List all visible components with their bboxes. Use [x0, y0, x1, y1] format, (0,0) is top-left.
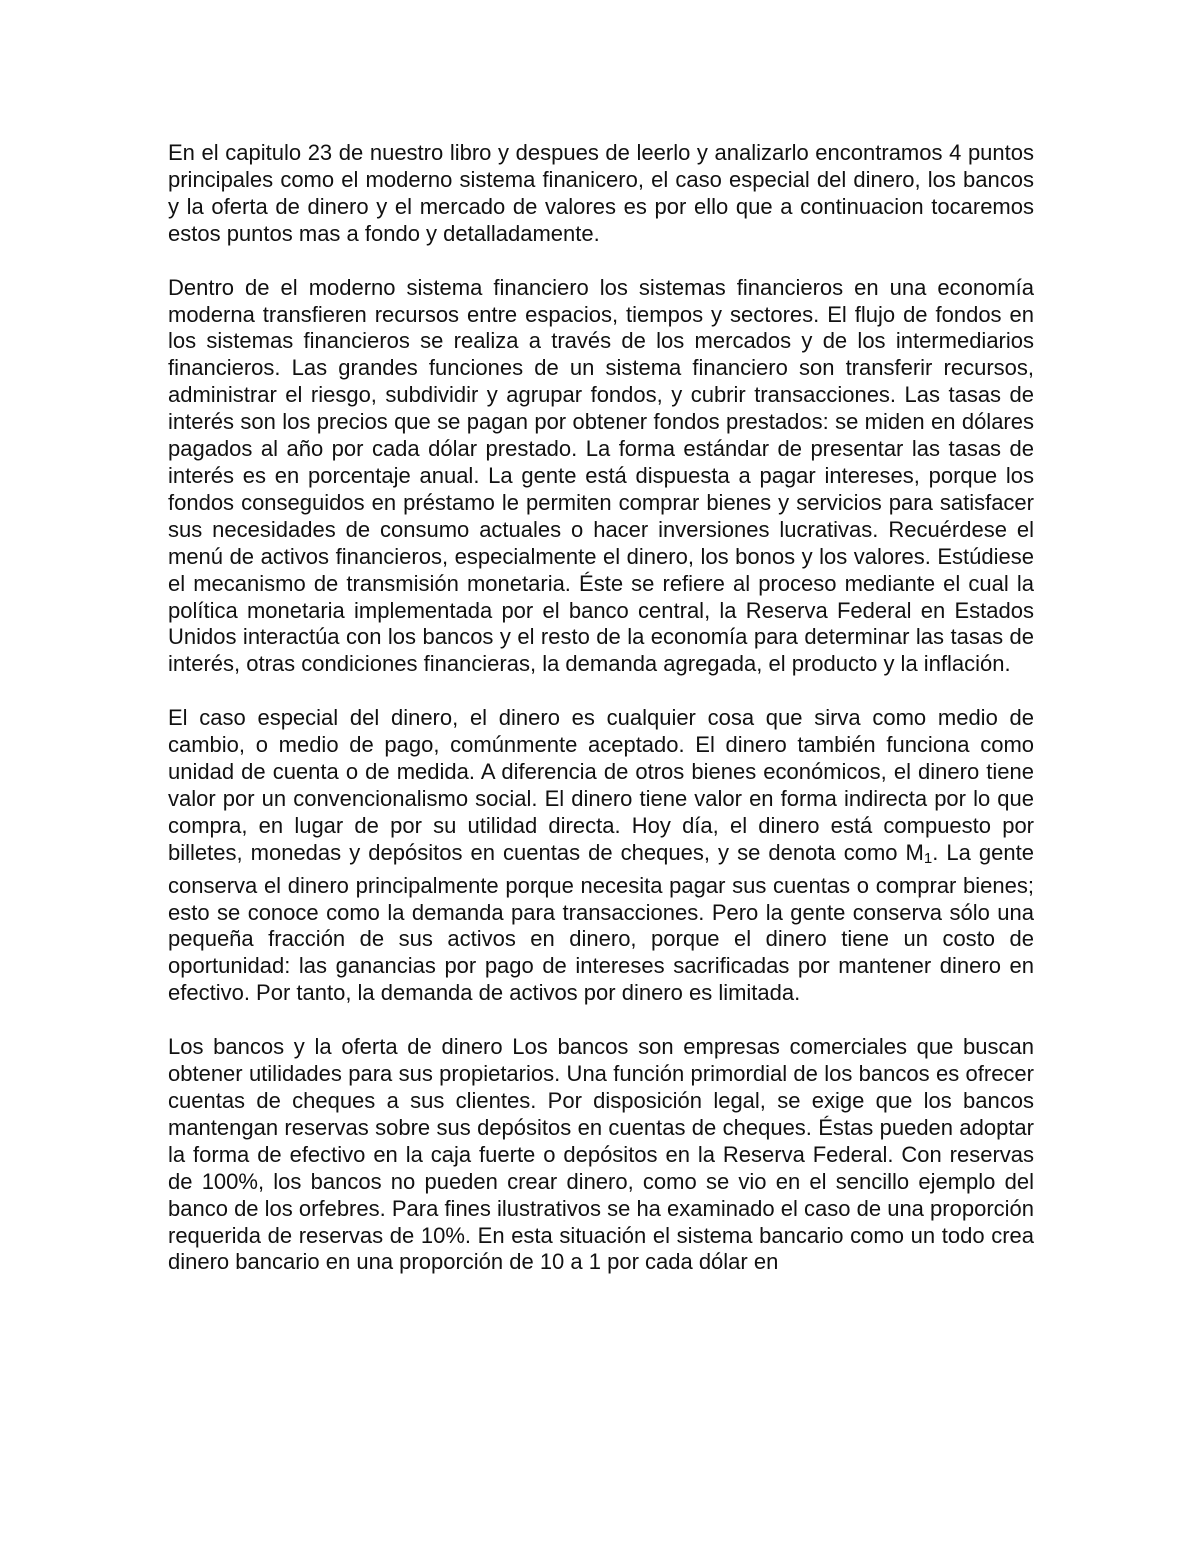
paragraph-financial-system: Dentro de el moderno sistema financiero los sistemas financieros en una economía moderna transfieren recursos entre espacios, tiempos y sectores. El flujo de fondos en los sistemas financieros se realiza a través de los mercados y de los intermediarios financieros. Las grandes funciones de un sistema financiero son transferir recursos, administrar el riesgo, subdividir y agrupar fondos, y cubrir transacciones. Las tasas de interés son los precios que se pagan por obtener fondos prestados: se miden en dólares pagados al año por cada dólar prestado. La forma estándar de presentar las tasas de interés es en porcentaje anual. La gente está dispuesta a pagar intereses, porque los fondos conseguidos en préstamo le permiten comprar bienes y servicios para satisfacer sus necesidades de consumo actuales o hacer inversiones lucrativas. Recuérdese el menú de activos financieros, especialmente el dinero, los bonos y los valores. Estúdiese el mecanismo de transmisión monetaria. Éste se refiere al proceso mediante el cual la política monetaria implementada por el banco central, la Reserva Federal en Estados Unidos interactúa con los bancos y el resto de la economía para determinar las tasas de interés, otras condiciones financieras, la demanda agregada, el producto y la inflación.: [168, 274, 1034, 677]
paragraph-banks: Los bancos y la oferta de dinero Los bancos son empresas comerciales que buscan obtener utilidades para sus propietarios. Una función primordial de los bancos es ofrecer cuentas de cheques a sus clientes. Por disposición legal, se exige que los bancos mantengan reservas sobre sus depósitos en cuentas de cheques. Éstas pueden adoptar la forma de efectivo en la caja fuerte o depósitos en la Reserva Federal. Con reservas de 100%, los bancos no pueden crear dinero, como se vio en el sencillo ejemplo del banco de los orfebres. Para fines ilustrativos se ha examinado el caso de una proporción requerida de reservas de 10%. En esta situación el sistema bancario como un todo crea dinero bancario en una proporción de 10 a 1 por cada dólar en: [168, 1034, 1034, 1275]
document-body: [168, 140, 1034, 1276]
paragraph-money-text-before: El caso especial del dinero, el dinero es cualquier cosa que sirva como medio de cambio, o medio de pago, comúnmente aceptado. El dinero también funciona como unidad de cuenta o de medida. A diferencia de otros bienes económicos, el dinero tiene valor por un convencionalismo social. El dinero tiene valor en forma indirecta por lo que compra, en lugar de por su utilidad directa. Hoy día, el dinero está compuesto por billetes, monedas y depósitos en cuentas de cheques, y se denota como M: [168, 705, 1034, 865]
paragraph-money-text-after: . La gente conserva el dinero principalmente porque necesita pagar sus cuentas o comprar bienes; esto se conoce como la demanda para transacciones. Pero la gente conserva sólo una pequeña fracción de sus activos en dinero, porque el dinero tiene un costo de oportunidad: las ganancias por pago de intereses sacrificadas por mantener dinero en efectivo. Por tanto, la demanda de activos por dinero es limitada.: [168, 839, 1034, 1006]
paragraph-money: [168, 705, 1034, 1007]
m1-subscript: 1: [923, 849, 933, 867]
paragraph-intro: En el capitulo 23 de nuestro libro y despues de leerlo y analizarlo encontramos 4 puntos principales como el moderno sistema finanicero, el caso especial del dinero, los bancos y la oferta de dinero y el mercado de valores es por ello que a continuacion tocaremos estos puntos mas a fondo y detalladamente.: [168, 140, 1034, 246]
